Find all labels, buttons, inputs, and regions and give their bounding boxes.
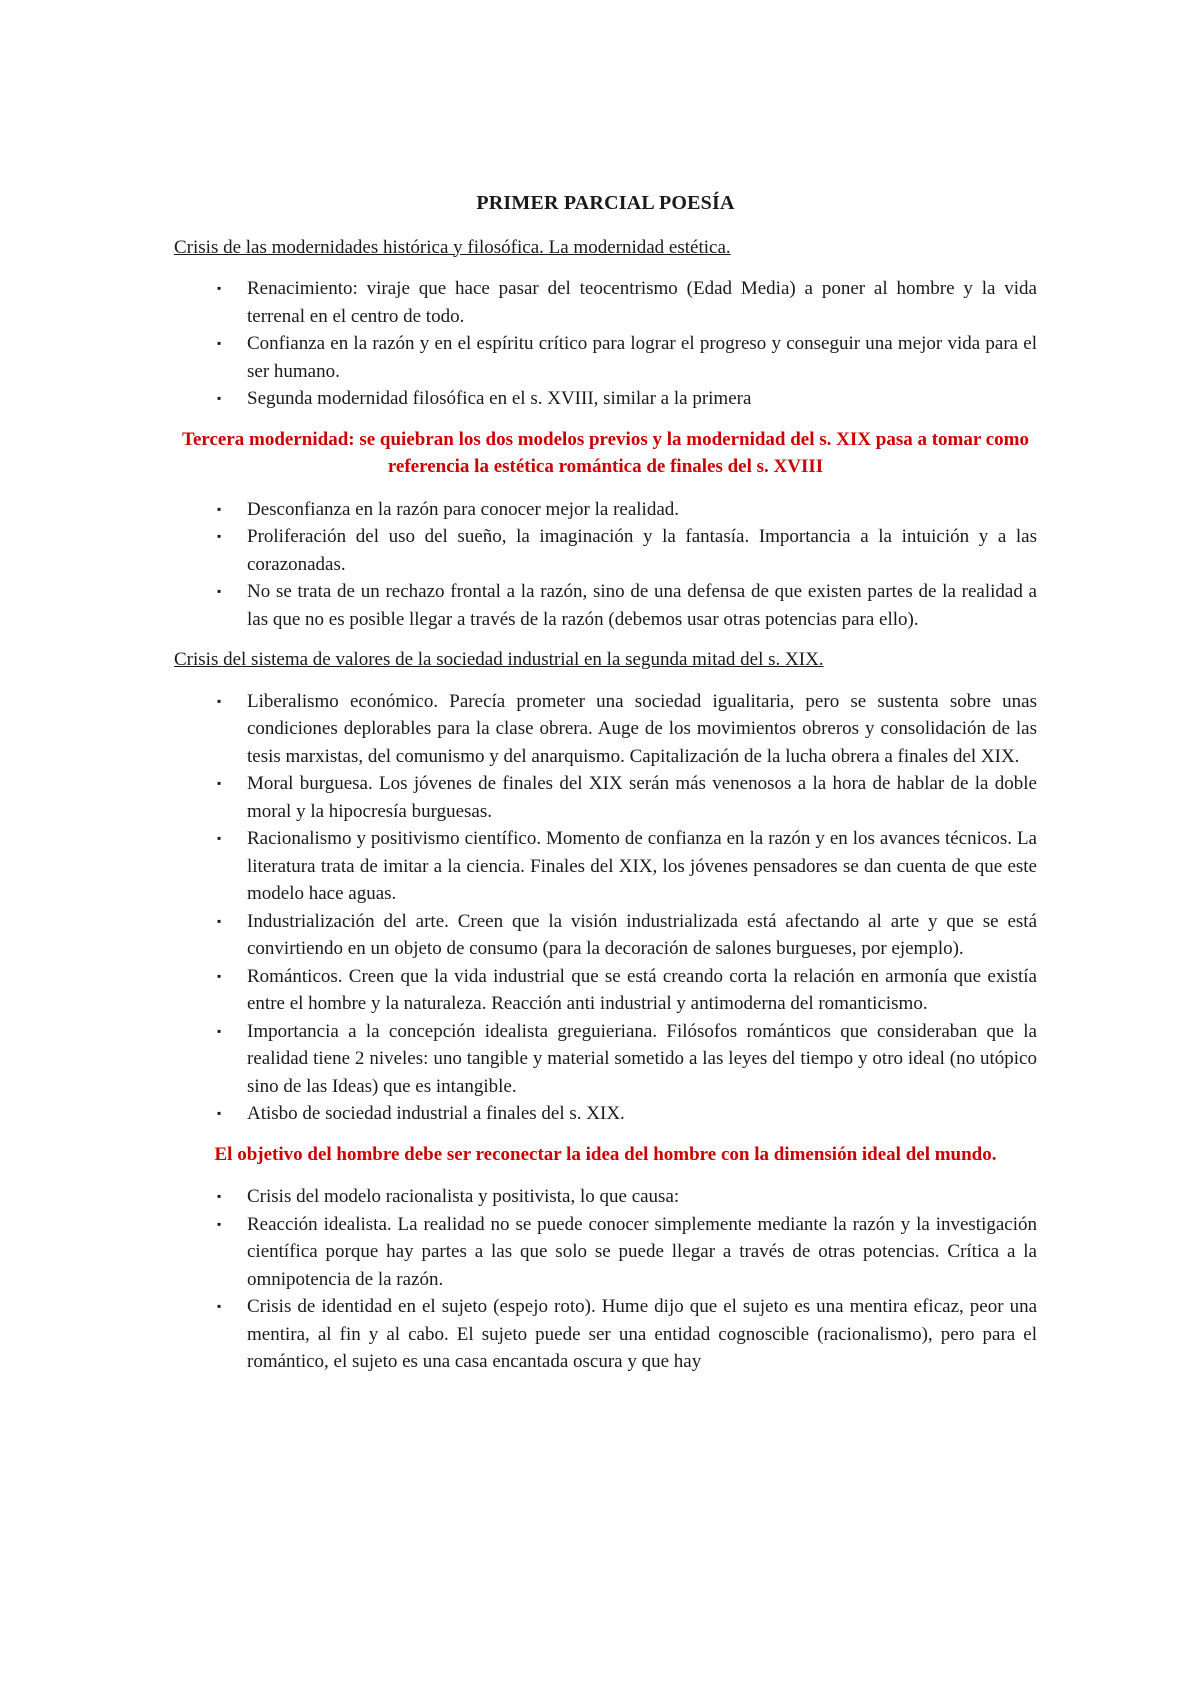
list-item: ▪ Renacimiento: viraje que hace pasar del teocentrismo (Edad Media) a poner al hombre y la vida terrenal en el centro de todo. (174, 275, 1037, 330)
list-item: ▪ Confianza en la razón y en el espíritu crítico para lograr el progreso y conseguir una mejor vida para el ser humano. (174, 330, 1037, 385)
highlight-heading: Tercera modernidad: se quiebran los dos modelos previos y la modernidad del s. XIX pasa a tomar como referencia la estética romántica de finales del s. XVIII (182, 428, 1029, 477)
bullet-icon: ▪ (217, 1216, 222, 1231)
bullet-icon: ▪ (217, 1189, 222, 1203)
document-title: PRIMER PARCIAL POESÍA (476, 192, 735, 214)
bullet-icon: ▪ (217, 336, 222, 350)
list-item: ▪ Liberalismo económico. Parecía prometer una sociedad igualitaria, pero se sustenta sobre unas condiciones deplorables para la clase obrera. Auge de los movimientos obreros y consolidación de las tesis marxistas, del comunismo y del anarquismo. Capitalización de la lucha obrera a finales del XIX. (174, 688, 1037, 771)
bullet-list (174, 496, 1037, 634)
list-item: ▪ Crisis de identidad en el sujeto (espejo roto). Hume dijo que el sujeto es una mentira eficaz, peor una mentira, al fin y al cabo. El sujeto puede ser una entidad cognoscible (racionalismo), pero para el romántico, el sujeto es una casa encantada oscura y que hay (174, 1293, 1037, 1376)
bullet-icon: ▪ (217, 501, 222, 516)
list-item: ▪ Crisis del modelo racionalista y positivista, lo que causa: (174, 1183, 1037, 1211)
bullet-icon: ▪ (217, 1299, 222, 1313)
bullet-icon: ▪ (217, 584, 222, 598)
bullet-list (174, 1183, 1037, 1376)
bullet-icon: ▪ (217, 913, 222, 928)
list-item: ▪ Industrialización del arte. Creen que la visión industrializada está afectando al arte y que se está convirtiendo en un objeto de consumo (para la decoración de salones burgueses, por ejemplo). (174, 908, 1037, 963)
bullet-icon: ▪ (217, 281, 222, 295)
bullet-icon: ▪ (217, 776, 222, 790)
list-item: ▪ No se trata de un rechazo frontal a la razón, sino de una defensa de que existen partes de la realidad a las que no es posible llegar a través de la razón (debemos usar otras potencias para ello). (174, 578, 1037, 633)
bullet-icon: ▪ (217, 1106, 222, 1120)
highlight-heading: El objetivo del hombre debe ser reconectar la idea del hombre con la dimensión ideal del mundo. (214, 1143, 997, 1165)
bullet-icon: ▪ (217, 1023, 222, 1038)
section-heading: Crisis de las modernidades histórica y filosófica. La modernidad estética. (174, 236, 731, 258)
bullet-icon: ▪ (217, 693, 222, 708)
document-body (174, 190, 1037, 1389)
bullet-icon: ▪ (217, 968, 222, 983)
list-item: ▪ Moral burguesa. Los jóvenes de finales del XIX serán más venenosos a la hora de hablar de la doble moral y la hipocresía burguesas. (174, 770, 1037, 825)
list-item: ▪ Proliferación del uso del sueño, la imaginación y la fantasía. Importancia a la intuición y a las corazonadas. (174, 523, 1037, 578)
list-item: ▪ Segunda modernidad filosófica en el s. XVIII, similar a la primera (174, 385, 1037, 413)
list-item: ▪ Reacción idealista. La realidad no se puede conocer simplemente mediante la razón y la investigación científica porque hay partes a las que solo se puede llegar a través de otras potencias. Crítica a la omnipotencia de la razón. (174, 1211, 1037, 1294)
list-item: ▪ Importancia a la concepción idealista greguieriana. Filósofos románticos que consideraban que la realidad tiene 2 niveles: uno tangible y material sometido a las leyes del tiempo y otro ideal (no utópico sino de las Ideas) que es intangible. (174, 1018, 1037, 1101)
list-item: ▪ Desconfianza en la razón para conocer mejor la realidad. (174, 496, 1037, 524)
list-item: ▪ Atisbo de sociedad industrial a finales del s. XIX. (174, 1100, 1037, 1128)
section-heading: Crisis del sistema de valores de la sociedad industrial en la segunda mitad del s. XIX. (174, 649, 824, 670)
list-item: ▪ Racionalismo y positivismo científico. Momento de confianza en la razón y en los avances técnicos. La literatura trata de imitar a la ciencia. Finales del XIX, los jóvenes pensadores se dan cuenta de que este modelo hace aguas. (174, 825, 1037, 908)
bullet-list (174, 275, 1037, 413)
bullet-icon: ▪ (217, 831, 222, 845)
list-item: ▪ Románticos. Creen que la vida industrial que se está creando corta la relación en armonía que existía entre el hombre y la naturaleza. Reacción anti industrial y antimoderna del romanticismo. (174, 963, 1037, 1018)
bullet-icon: ▪ (217, 529, 222, 543)
bullet-list (174, 688, 1037, 1128)
bullet-icon: ▪ (217, 391, 222, 405)
